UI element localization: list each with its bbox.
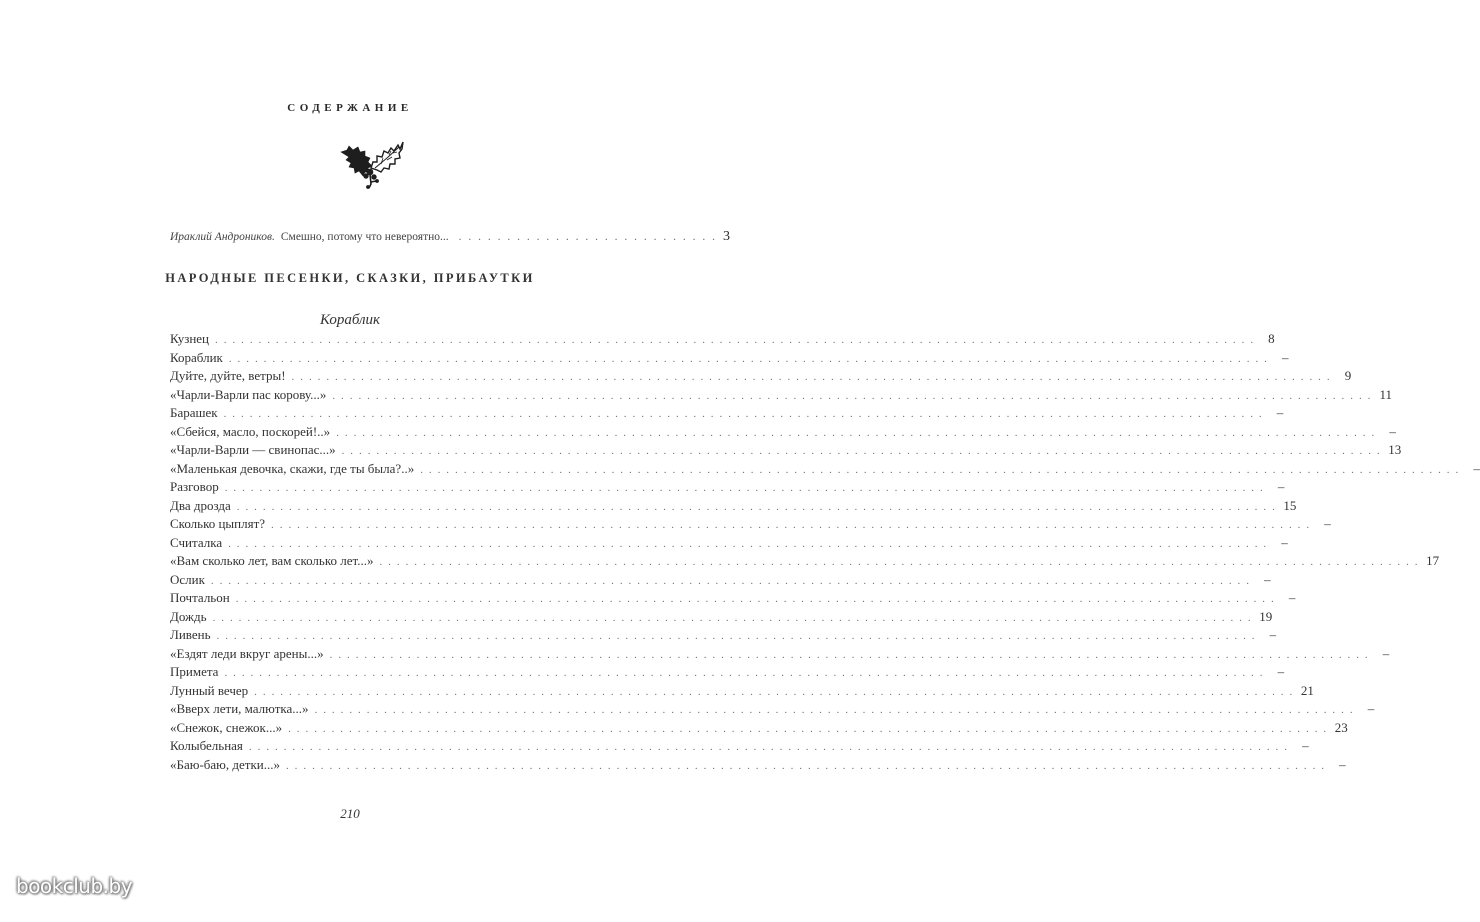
entry-page-number: – [1277, 479, 1285, 494]
contents-heading: СОДЕРЖАНИЕ [287, 102, 413, 114]
entry-title: Ослик [170, 571, 205, 587]
intro-page-number: 3 [723, 229, 731, 244]
entry-page-number: – [1276, 405, 1284, 420]
entry-title: «Маленькая девочка, скажи, где ты была?..» [170, 460, 415, 476]
contents-entry[interactable] [170, 423, 1396, 443]
entry-title: «Чарли-Варли — свинопас...» [170, 442, 336, 457]
entry-page-number: 23 [1334, 719, 1348, 735]
entry-page-number: 15 [1283, 497, 1297, 513]
contents-list [170, 331, 1480, 775]
entry-title: «Вам сколько лет, вам сколько лет...» [170, 553, 374, 568]
entry-page-number: 8 [1268, 331, 1275, 346]
intro-author: Ираклий Андроников. [170, 231, 275, 243]
entry-title: Кораблик [170, 349, 223, 365]
leader-dots: . . . . . . . . . . . . . . . . . . . . . . . . . . . . . . . . . . . . . . . . . . . . . . . . . . . . . . . . . . . . . . . . . . . . . . . . . . . . . . . . . . . . . . . . . . . . . . . . . . . . . . . . . . . . . . . . . . . . . . . . [228, 537, 1268, 550]
contents-entry[interactable] [170, 442, 1402, 461]
entry-title: Почтальон [170, 590, 230, 605]
contents-entry[interactable] [170, 349, 1289, 369]
contents-entry[interactable] [170, 590, 1296, 609]
leader-dots: . . . . . . . . . . . . . . . . . . . . . . . . . . . . . . . . . . . . . . . . . . . . . . . . . . . . . . . . . . . . . . . . . . . . . . . . . . . . . . . . . . . . . . . . . . . . . . . . . . . . . . . . . . . . . . . . . . . . . . . . [341, 445, 1382, 457]
leader-dots: . . . . . . . . . . . . . . . . . . . . . . . . . . . . . . . . . . . . . . . . . . . . . . . . . . . . . . . . . . . . . . . . . . . . . . . . . . . . . . . . . . . . . . . . . . . . . . . . . . . . . . . . . . . . . . . . . . . . . . . . [332, 389, 1372, 402]
leader-dots: . . . . . . . . . . . . . . . . . . . . . . . . . . . . . . . . . . . . . . . . . . . . . . . . . . . . . . . . . . . . . . . . . . . . . . . . . . . . . . . . . . . . . . . . . . . . . . . . . . . . . . . . . . . . . . . . . . . . . . . . [235, 593, 1276, 605]
entry-title: «Ездят леди вкруг арены...» [170, 645, 324, 661]
contents-entry[interactable] [170, 368, 1352, 387]
entry-title: «Баю-баю, детки...» [170, 756, 280, 772]
leader-dots: . . . . . . . . . . . . . . . . . . . . . . . . . . . . . . . . . . . . . . . . . . . . . . . . . . . . . . . . . . . . . . . . . . . . . . . . . . . . . . . . . . . . . . . . . . . . . . . . . . . . . . . . . . . . . . . . . . . . . . . . [228, 352, 1269, 365]
leader-dots: . . . . . . . . . . . . . . . . . . . . . . . . . . . . . . . . . . . . . . . . . . . . . . . . . . . . . . . . . . . . . . . . . . . . . . . . . . . . . . . . . . . . . . . . . . . . . . . . . . . . . . . . . . . . . . . . . . . . . . . . [224, 667, 1265, 679]
contents-entry[interactable] [170, 738, 1309, 757]
contents-entry[interactable] [170, 386, 1392, 406]
entry-title: «Сбейся, масло, поскорей!..» [170, 423, 331, 439]
entry-page-number: – [1277, 664, 1285, 679]
leader-dots: . . . . . . . . . . . . . . . . . . . . . . . . . . . . . . . . . . . . . . . . . . . . . . . . . . . . . . . . . . . . . . . . . . . . . . . . . . . . . . . . . . . . . . . . . . . . . . . . . . . . . . . . . . . . . . . . . . . . . . . . [223, 408, 1264, 420]
entry-page-number: – [1302, 738, 1309, 753]
entry-title: «Вверх лети, малютка...» [170, 701, 309, 716]
contents-entry[interactable] [170, 571, 1271, 591]
entry-title: «Чарли-Варли пас корову...» [170, 386, 327, 402]
leader-dots: . . . . . . . . . . . . . . . . . . . . . . . . . . . . . . . . . . . . . . . . . . . . . . . . . . . . . . . . . . . . . . . . . . . . . . . . . . . . . . . . . . . . . . . . . . . . . . . . . . . . . . . . . . . . . . . . . . . . . . . . [224, 482, 1265, 494]
entry-title: Барашек [170, 405, 218, 420]
leader-dots: . . . . . . . . . . . . . . . . . . . . . . . . . . . . . . . . . . . . . . . . . . . . . . . . . . . . . . . . . . . . . . . . . . . . . . . . . . . . . . . . . . . . . . . . . . . . . . . . . . . . . . . . . . . . . . . . . . . . . . . . [210, 574, 1251, 587]
leader-dots: . . . . . . . . . . . . . . . . . . . . . . . . . . . . . . . . . . . . . . . . . . . . . . . . . . . . . . . . . . . . . . . . . . . . . . . . . . . . . . . . . . . . . . . . . . . . . . . . . . . . . . . . . . . . . . . . . . . . . . . . [285, 759, 1326, 772]
contents-entry[interactable] [170, 645, 1390, 665]
entry-page-number: 9 [1344, 368, 1352, 383]
leader-dots: . . . . . . . . . . . . . . . . . . . . . . . . . . . . . . . . . . . . . . . . . . . . . . . . . . . . . . . . . . . . . . . . . . . . . . . . . . . . . . . . . . . . . . . . . . . . . . . . . . . . . . . . . . . . . . . . . . . . . . . . [254, 685, 1294, 698]
entry-page-number: – [1324, 516, 1331, 531]
contents-entry[interactable] [170, 553, 1440, 572]
intro-title: Смешно, потому что невероятно... [280, 231, 449, 243]
contents-entry[interactable] [170, 701, 1375, 720]
contents-entry[interactable] [170, 497, 1297, 517]
entry-page-number: – [1367, 701, 1375, 716]
entry-page-number: – [1264, 571, 1271, 587]
leader-dots: . . . . . . . . . . . . . . . . . . . . . . . . . . . . . . . . . . . . . . . . . . . . . . . . . . . . . . . . . . . . . . . . . . . . . . . . . . . . . . . . . . . . . . . . . . . . . . . . . . . . . . . . . . . . . . . . . . . . . . . . [291, 371, 1332, 383]
page-number: 210 [340, 806, 360, 821]
entry-title: Разговор [170, 479, 219, 494]
entry-page-number: 21 [1300, 682, 1314, 698]
contents-entry[interactable] [170, 331, 1275, 350]
entry-page-number: 19 [1259, 608, 1273, 624]
entry-page-number: 17 [1426, 553, 1440, 568]
leader-dots: . . . . . . . . . . . . . . . . . . . . . . . . . . . . . . . . . . . . . . . . . . . . . . . . . . . . . . . . . . . . . . . . . . . . . . . . . . . . . . . . . . . . . . . . . . . . . . . . . . . . . . . . . . . . . . . . . . . . . . . . [248, 741, 1289, 753]
leader-dots: . . . . . . . . . . . . . . . . . . . . . . . . . . . . . . . . . . . . . . . . . . . . . . . . . . . . . . . . . . . . . . . . . . . . . . . . . . . . . . . . . . . . . . . . . . . . . . . . . . . . . . . . . . . . . . . . . . . . . . . . [336, 426, 1376, 439]
entry-title: Два дрозда [170, 497, 231, 513]
leader-dots: . . . . . . . . . . . . . . . . . . . . . . . . . . . . . . . . . . . . . . . . . . . . . . . . . . . . . . . . . . . . . . . . . . . . . . . . . . . . . . . . . . . . . . . . . . . . . . . . . . . . . . . . . . . . . . . . . . . . . . . . [329, 648, 1370, 661]
contents-entry[interactable] [170, 682, 1314, 702]
leader-dots: . . . . . . . . . . . . . . . . . . . . . . . . . . . . . . . . . . . . . . . . . . . . . . . . . . . . . . . . . . . . . . . . . . . . . . . . . . . . . . . . . . . . . . . . . . . . . . . . . . . . . . . . . . . . . . . . . . . . . . . . [212, 611, 1253, 624]
entry-page-number: – [1282, 349, 1289, 365]
contents-entry[interactable] [170, 608, 1273, 628]
leader-dots: . . . . . . . . . . . . . . . . . . . . . . . . . . . . . . . . . . . . . . . . . . . . . . . . . . . . . . . . . . . . . . . . . . . . . . . . . . . . . . . . . . . . . . . . . . . . . . . . . . . . . . . . . . . . . . . . . . . . . . . . [216, 630, 1257, 642]
leader-dots: . . . . . . . . . . . . . . . . . . . . . . . . . . . . . . . . . . . . . . . . . . . . . . . . . . . . . . . . . . . . . . . . . . . . . . . . . . . . . . . . . . . . . . . . . . . . . . . . . . . . . . . . . . . . . . . . . . . . . . . . [236, 500, 1277, 513]
subsection-title: Кораблик [319, 312, 381, 328]
entry-page-number: 13 [1388, 442, 1402, 457]
entry-page-number: – [1281, 534, 1288, 550]
entry-title: Колыбельная [170, 738, 243, 753]
contents-entry[interactable] [170, 405, 1284, 424]
entry-page-number: – [1473, 460, 1480, 476]
entry-page-number: – [1389, 423, 1396, 439]
contents-entry[interactable] [170, 664, 1285, 683]
entry-title: Дождь [170, 608, 207, 624]
entry-title: Примета [170, 664, 219, 679]
leader-dots: . . . . . . . . . . . . . . . . . . . . . . . . . . . [458, 231, 718, 243]
leader-dots: . . . . . . . . . . . . . . . . . . . . . . . . . . . . . . . . . . . . . . . . . . . . . . . . . . . . . . . . . . . . . . . . . . . . . . . . . . . . . . . . . . . . . . . . . . . . . . . . . . . . . . . . . . . . . . . . . . . . . . . . [288, 722, 1328, 735]
entry-page-number: – [1382, 645, 1390, 661]
leader-dots: . . . . . . . . . . . . . . . . . . . . . . . . . . . . . . . . . . . . . . . . . . . . . . . . . . . . . . . . . . . . . . . . . . . . . . . . . . . . . . . . . . . . . . . . . . . . . . . . . . . . . . . . . . . . . . . . . . . . . . . . [379, 556, 1420, 568]
contents-entry[interactable] [170, 627, 1277, 646]
entry-page-number: – [1269, 627, 1277, 642]
entry-title: Ливень [170, 627, 211, 642]
entry-title: «Снежок, снежок...» [170, 719, 283, 735]
entry-title: Сколько цыплят? [170, 516, 266, 531]
contents-entry[interactable] [170, 756, 1346, 776]
leader-dots: . . . . . . . . . . . . . . . . . . . . . . . . . . . . . . . . . . . . . . . . . . . . . . . . . . . . . . . . . . . . . . . . . . . . . . . . . . . . . . . . . . . . . . . . . . . . . . . . . . . . . . . . . . . . . . . . . . . . . . . . [215, 334, 1255, 346]
entry-title: Лунный вечер [170, 682, 249, 698]
entry-title: Кузнец [170, 331, 210, 346]
entry-title: Дуйте, дуйте, ветры! [170, 368, 286, 383]
intro-entry[interactable] [170, 229, 731, 245]
contents-entry[interactable] [170, 534, 1288, 554]
holly-sprig-icon [337, 138, 409, 190]
entry-title: Считалка [170, 534, 223, 550]
leader-dots: . . . . . . . . . . . . . . . . . . . . . . . . . . . . . . . . . . . . . . . . . . . . . . . . . . . . . . . . . . . . . . . . . . . . . . . . . . . . . . . . . . . . . . . . . . . . . . . . . . . . . . . . . . . . . . . . . . . . . . . . [420, 463, 1460, 476]
leader-dots: . . . . . . . . . . . . . . . . . . . . . . . . . . . . . . . . . . . . . . . . . . . . . . . . . . . . . . . . . . . . . . . . . . . . . . . . . . . . . . . . . . . . . . . . . . . . . . . . . . . . . . . . . . . . . . . . . . . . . . . . [271, 519, 1311, 531]
watermark-logo: bookclub.by [16, 874, 133, 898]
contents-entry[interactable] [170, 719, 1348, 739]
leader-dots: . . . . . . . . . . . . . . . . . . . . . . . . . . . . . . . . . . . . . . . . . . . . . . . . . . . . . . . . . . . . . . . . . . . . . . . . . . . . . . . . . . . . . . . . . . . . . . . . . . . . . . . . . . . . . . . . . . . . . . . . [314, 704, 1355, 716]
entry-page-number: 11 [1379, 386, 1392, 402]
contents-entry[interactable] [170, 479, 1285, 498]
contents-entry[interactable] [170, 460, 1480, 480]
contents-entry[interactable] [170, 516, 1331, 535]
entry-page-number: – [1288, 590, 1296, 605]
section-title: НАРОДНЫЕ ПЕСЕНКИ, СКАЗКИ, ПРИБАУТКИ [165, 271, 535, 285]
entry-page-number: – [1339, 756, 1346, 772]
